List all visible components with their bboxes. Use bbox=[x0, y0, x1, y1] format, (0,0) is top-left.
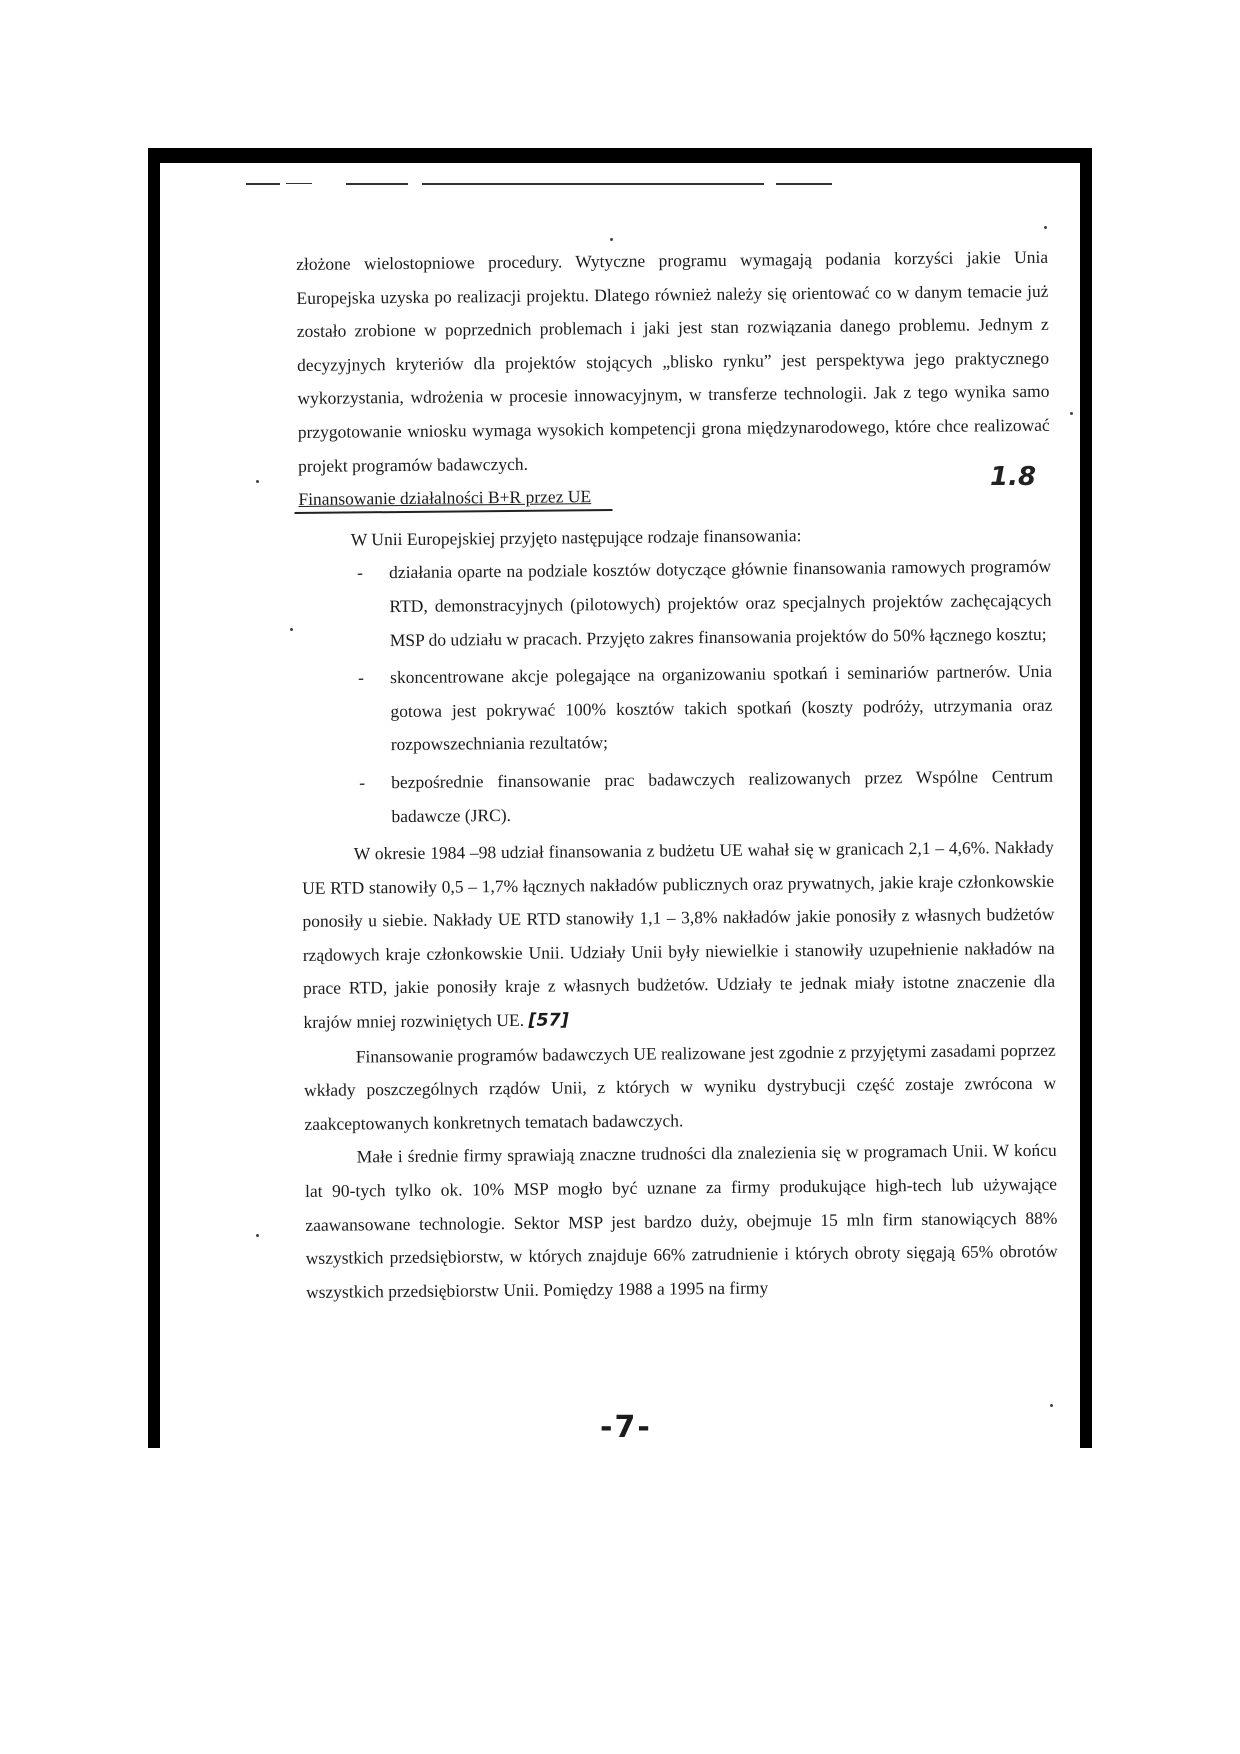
scan-speck bbox=[1070, 412, 1073, 415]
paragraph-funding-share-text: W okresie 1984 –98 udział finansowania z budżetu UE wahał się w granicach 2,1 – 4,6%. Nakłady UE RTD stanowiły 0,5 – 1,7% łącznych nakładów publicznych oraz prywatnych, jakie kraje członkowskie ponosiły u siebie. Nakłady UE RTD stanowiły 1,1 – 3,8% nakładów jakie ponosiły z własnych budżetów rządowych kraje członkowskie Unii. Udziały Unii były niewielkie i stanowiły uzupełnienie nakładów na prace RTD, jakie ponosiły kraje z własnych budżetów. Udziały te jednak miały istotne znaczenie dla krajów mniej rozwiniętych UE. bbox=[302, 836, 1056, 1033]
header-rule-3 bbox=[346, 183, 408, 185]
funding-types-list bbox=[299, 550, 1054, 834]
header-rule-4 bbox=[422, 183, 764, 185]
header-rule-1 bbox=[246, 183, 280, 185]
list-item bbox=[357, 550, 1052, 657]
scan-speck bbox=[256, 480, 259, 483]
bullet-dash: - bbox=[357, 562, 364, 583]
paragraph-continuation: złożone wielostopniowe procedury. Wytyczne programu wymagają podania korzyści jakie Unia Europejska uzyska po realizacji projektu. Dlatego również należy się orientować co w danym temacie już zostało zrobione w poprzednich problemach i jaki jest stan rozwiązania danego problemu. Jednym z decyzyjnych kryteriów dla projektów stojących „blisko rynku” jest perspektywa jego praktycznego wykorzystania, wdrożenia w procesie innowacyjnym, w transferze technologii. Jak z tego wynika samo przygotowanie wniosku wymaga wysokich kompetencji grona międzynarodowego, które chce realizować projekt programów badawczych. bbox=[296, 246, 1050, 476]
list-item-text: skoncentrowane akcje polegające na organizowaniu spotkań i seminariów partnerów. Unia gotowa jest pokrywać 100% kosztów takich spotkań (koszty podróży, utrzymania oraz rozpowszechniania rezultatów; bbox=[390, 660, 1053, 755]
list-item bbox=[359, 760, 1054, 834]
header-rule-5 bbox=[776, 183, 832, 185]
bullet-dash: - bbox=[359, 772, 366, 793]
margin-annotation: 1.8 bbox=[990, 462, 1037, 492]
scan-speck bbox=[256, 1234, 259, 1237]
document-body bbox=[296, 241, 1058, 1310]
paragraph-financing-method: Finansowanie programów badawczych UE realizowane jest zgodnie z przyjętymi zasadami poprzez wkłady poszczególnych rządów Unii, z których w wyniku dystrybucji część zostaje zwrócona w zaakceptowanych konkretnych tematach badawczych. bbox=[303, 1039, 1057, 1134]
funding-intro: W Unii Europejskiej przyjęto następujące rodzaje finansowania: bbox=[350, 524, 802, 550]
scan-speck bbox=[290, 628, 293, 631]
paragraph-sme: Małe i średnie firmy sprawiają znaczne trudności dla znalezienia się w programach Unii. W końcu lat 90-tych tylko ok. 10% MSP mogło być uznane za firmy produkujące high-tech lub używające zaawansowane technologie. Sektor MSP jest bardzo duży, obejmuje 15 mln firm stanowiących 88% wszystkich przedsiębiorstw, w których znajduje 66% zatrudnienie i których obroty sięgają 65% obrotów wszystkich przedsiębiorstw Unii. Pomiędzy 1988 a 1995 na firmy bbox=[304, 1140, 1058, 1302]
header-rule-2 bbox=[286, 183, 312, 184]
scan-speck bbox=[1044, 226, 1047, 229]
list-item-text: działania oparte na podziale kosztów dotyczące głównie finansowania ramowych programów RTD, demonstracyjnych (pilotowych) projektów oraz specjalnych projektów zachęcających MSP do udziału w pracach. Przyjęto zakres finansowania projektów do 50% łącznego kosztu; bbox=[389, 556, 1052, 650]
list-item bbox=[358, 655, 1053, 762]
scan-speck bbox=[1050, 1404, 1053, 1407]
bullet-dash: - bbox=[358, 667, 365, 688]
scan-speck bbox=[610, 238, 613, 241]
list-item-text: bezpośrednie finansowanie prac badawczych realizowanych przez Wspólne Centrum badawcze (JRC). bbox=[391, 765, 1054, 826]
citation-reference: [57] bbox=[528, 1010, 569, 1031]
page-number: -7- bbox=[600, 1410, 652, 1445]
paragraph-funding-share bbox=[302, 831, 1056, 1041]
section-heading: Finansowanie działalności B+R przez UE bbox=[298, 486, 592, 510]
